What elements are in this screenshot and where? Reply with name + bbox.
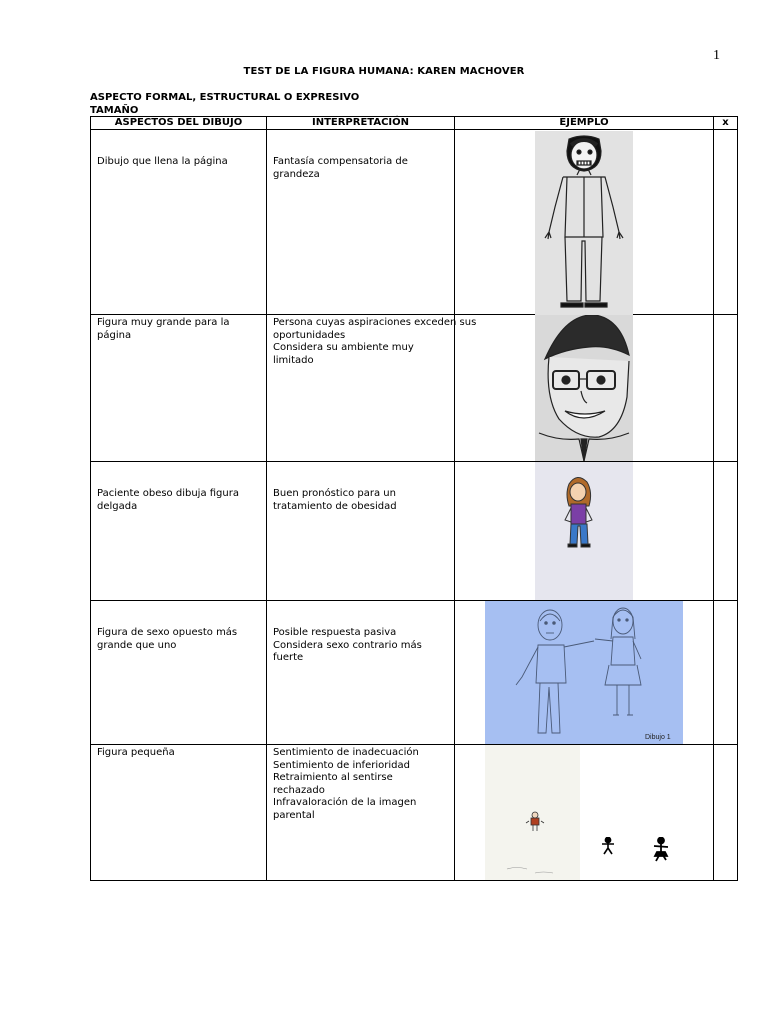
interpretation-table (90, 116, 738, 881)
example-drawing-small-figure (485, 745, 580, 880)
interpretation-cell (267, 745, 455, 881)
interpretation-cell (267, 130, 455, 315)
example-caption: Dibujo 1 (645, 734, 671, 741)
example-stick-figure-small-2 (651, 837, 669, 863)
aspect-cell (91, 462, 267, 601)
header-interpretation: INTERPRETACIÓN (267, 117, 455, 130)
check-cell (714, 745, 738, 881)
interpretation-cell (267, 315, 477, 462)
example-cell (455, 601, 714, 745)
interpretation-line: Sentimiento de inferioridad (273, 759, 410, 771)
page-number: 1 (713, 48, 720, 63)
interpretation-line: Fantasía compensatoria de (273, 156, 408, 167)
interpretation-line: Posible respuesta pasiva (273, 627, 397, 638)
table-row (91, 601, 738, 745)
interpretation-cell (267, 601, 455, 745)
example-drawing-thin-figure (535, 462, 633, 600)
example-cell (455, 130, 714, 315)
aspect-cell (91, 601, 267, 745)
table-row (91, 745, 738, 881)
interpretation-line: tratamiento de obesidad (273, 500, 397, 512)
check-cell (714, 462, 738, 601)
interpretation-line: Sentimiento de inadecuación (273, 747, 419, 758)
interpretation-line: oportunidades (273, 329, 346, 341)
section-heading: ASPECTO FORMAL, ESTRUCTURAL O EXPRESIVO (90, 92, 360, 103)
interpretation-line: Persona cuyas aspiraciones exceden sus (273, 317, 477, 328)
aspect-text: Figura muy grande para la página (97, 317, 230, 341)
interpretation-line: Infravaloración de la imagen (273, 797, 417, 808)
aspect-cell (91, 315, 267, 462)
document-title: TEST DE LA FIGURA HUMANA: KAREN MACHOVER (243, 66, 525, 77)
aspect-text: Paciente obeso dibuja figura delgada (97, 488, 239, 512)
table-row (91, 315, 738, 462)
aspect-text: Figura pequeña (97, 747, 175, 758)
aspect-text: Dibujo que llena la página (97, 156, 228, 167)
example-drawing-couple (485, 601, 683, 744)
example-cell (455, 315, 714, 462)
interpretation-line: fuerte (273, 652, 304, 663)
interpretation-cell (267, 462, 455, 601)
check-cell (714, 130, 738, 315)
section-subheading: TAMAÑO (90, 105, 139, 116)
example-cell (455, 462, 714, 601)
aspect-cell (91, 745, 267, 881)
table-header-row (91, 117, 738, 130)
interpretation-line: grandeza (273, 168, 320, 180)
table-row (91, 130, 738, 315)
interpretation-line: Retraimiento al sentirse (273, 772, 393, 783)
interpretation-line: Buen pronóstico para un (273, 488, 396, 499)
interpretation-line: rechazado (273, 784, 325, 796)
aspect-text: Figura de sexo opuesto más grande que uno (97, 627, 238, 651)
example-cell (455, 745, 714, 881)
aspect-cell (91, 130, 267, 315)
example-stick-figure-small (600, 837, 616, 855)
interpretation-line: Considera su ambiente muy (273, 342, 414, 353)
interpretation-line: parental (273, 809, 315, 821)
example-drawing-large-face (535, 315, 633, 461)
header-x: x (714, 117, 738, 130)
interpretation-line: Considera sexo contrario más (273, 639, 422, 651)
header-aspects: ASPECTOS DEL DIBUJO (91, 117, 267, 130)
example-drawing-full-page-figure (535, 131, 633, 315)
header-example: EJEMPLO (455, 117, 714, 130)
interpretation-line: limitado (273, 354, 314, 366)
table-row (91, 462, 738, 601)
section-title (90, 91, 359, 117)
check-cell (714, 601, 738, 745)
check-cell (714, 315, 738, 462)
